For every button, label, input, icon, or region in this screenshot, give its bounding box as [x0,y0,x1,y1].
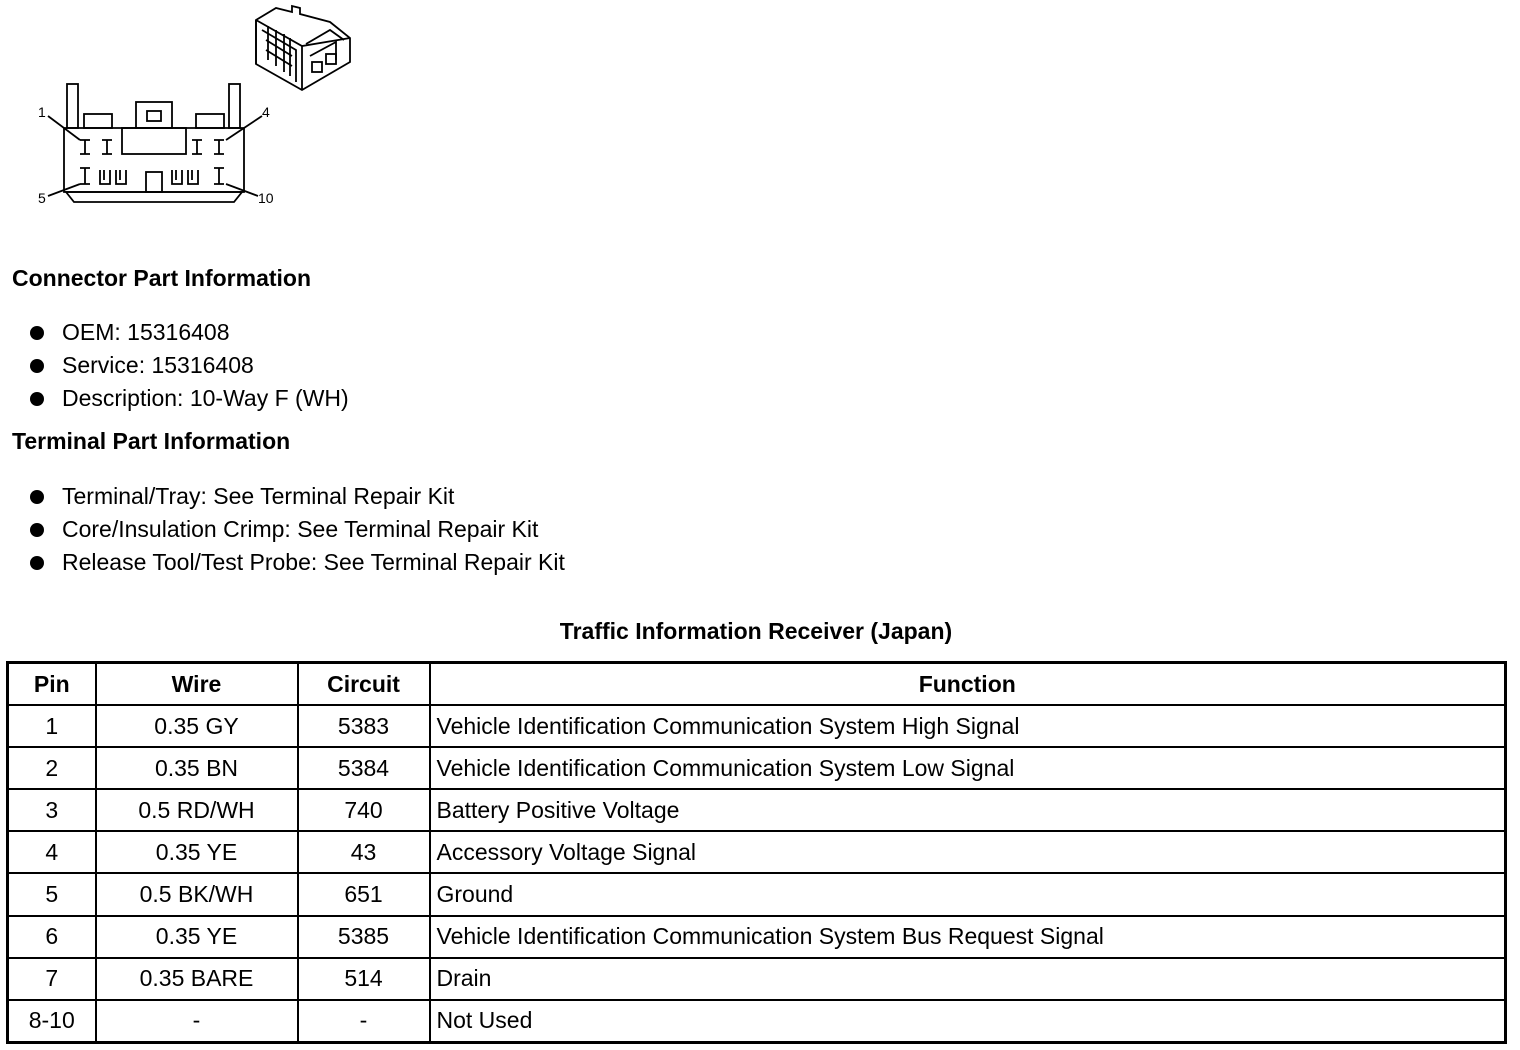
connector-diagram [0,0,380,225]
cell-pin: 6 [8,916,96,958]
list-item-text: Description: 10-Way F (WH) [62,385,349,411]
bullet-icon [30,490,44,504]
cell-pin: 4 [8,831,96,873]
cell-function: Vehicle Identification Communication System High Signal [430,705,1506,747]
cell-function: Vehicle Identification Communication System Low Signal [430,747,1506,789]
connector-iso-view [256,6,350,90]
cell-circuit: 5383 [298,705,430,747]
cell-circuit: 43 [298,831,430,873]
cell-function: Vehicle Identification Communication System Bus Request Signal [430,916,1506,958]
table-row [8,958,1506,1000]
pin-label-10: 10 [258,190,274,206]
list-item [28,318,349,351]
table-row [8,1000,1506,1043]
cell-function: Accessory Voltage Signal [430,831,1506,873]
cell-circuit: - [298,1000,430,1043]
cell-pin: 2 [8,747,96,789]
table-row [8,747,1506,789]
header-circuit: Circuit [298,663,430,706]
cell-circuit: 740 [298,789,430,831]
table-row [8,831,1506,873]
bullet-icon [30,392,44,406]
cell-circuit: 5385 [298,916,430,958]
terminal-part-info-heading: Terminal Part Information [12,428,291,454]
header-wire: Wire [96,663,298,706]
list-item-text: OEM: 15316408 [62,319,230,345]
list-item-text: Terminal/Tray: See Terminal Repair Kit [62,483,455,509]
cell-function: Not Used [430,1000,1506,1043]
cell-pin: 3 [8,789,96,831]
cell-pin: 5 [8,873,96,915]
header-pin: Pin [8,663,96,706]
pin-label-4: 4 [262,104,270,120]
connector-front-view [48,84,262,202]
cell-wire: 0.35 BARE [96,958,298,1000]
list-item [28,515,565,548]
terminal-part-info-list [28,482,565,581]
cell-wire: - [96,1000,298,1043]
list-item [28,351,349,384]
bullet-icon [30,523,44,537]
list-item [28,548,565,581]
bullet-icon [30,359,44,373]
table-row [8,873,1506,915]
cell-circuit: 651 [298,873,430,915]
cell-wire: 0.35 YE [96,916,298,958]
connector-part-info-heading: Connector Part Information [12,265,312,291]
table-title: Traffic Information Receiver (Japan) [559,618,953,644]
table-row [8,789,1506,831]
cell-pin: 7 [8,958,96,1000]
cell-circuit: 514 [298,958,430,1000]
cell-wire: 0.35 BN [96,747,298,789]
header-function: Function [430,663,1506,706]
cell-function: Ground [430,873,1506,915]
cell-wire: 0.35 YE [96,831,298,873]
table-row [8,705,1506,747]
cell-circuit: 5384 [298,747,430,789]
bullet-icon [30,556,44,570]
cell-pin: 1 [8,705,96,747]
bullet-icon [30,326,44,340]
list-item-text: Core/Insulation Crimp: See Terminal Repair Kit [62,516,539,542]
cell-function: Battery Positive Voltage [430,789,1506,831]
list-item-text: Service: 15316408 [62,352,254,378]
cell-pin: 8-10 [8,1000,96,1043]
list-item [28,384,349,417]
table-header-row [8,663,1506,706]
pin-label-1: 1 [38,104,46,120]
cell-function: Drain [430,958,1506,1000]
cell-wire: 0.5 RD/WH [96,789,298,831]
connector-part-info-list [28,318,349,417]
list-item [28,482,565,515]
cell-wire: 0.35 GY [96,705,298,747]
table-row [8,916,1506,958]
pin-label-5: 5 [38,190,46,206]
pinout-table [6,661,1507,1044]
list-item-text: Release Tool/Test Probe: See Terminal Repair Kit [62,549,565,575]
cell-wire: 0.5 BK/WH [96,873,298,915]
